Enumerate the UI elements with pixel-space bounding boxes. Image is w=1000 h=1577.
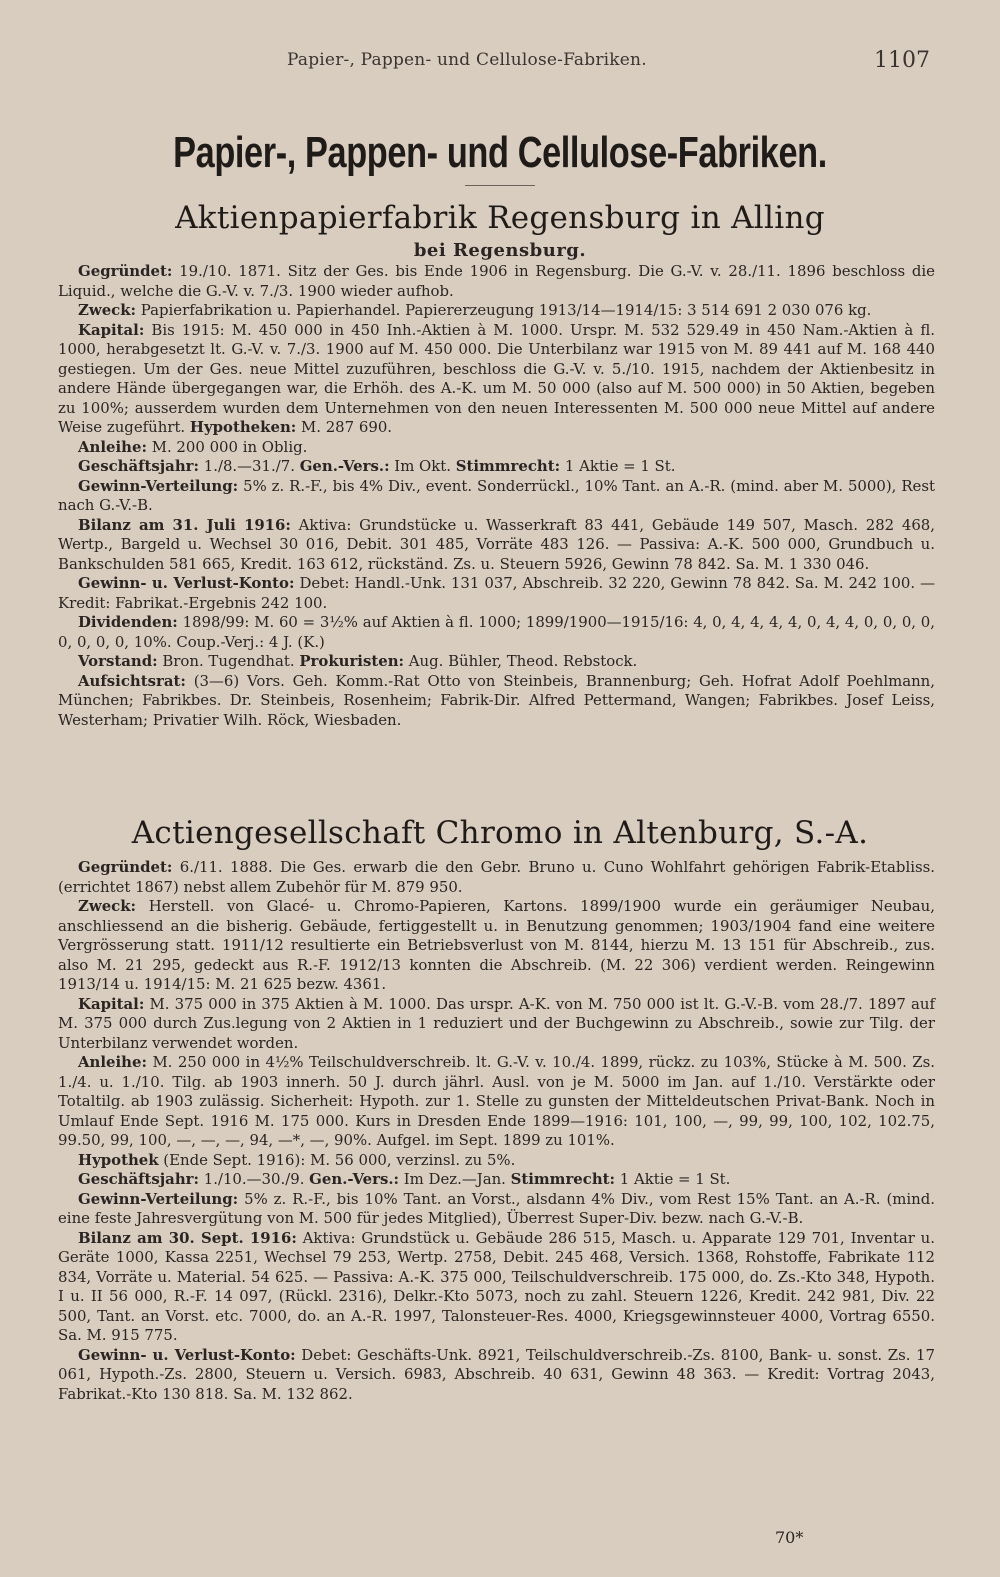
c2-gewinn-verteilung: Gewinn-Verteilung: 5% z. R.-F., bis 10% Tant. an Vorst., alsdann 4% Div., vom Rest 15% Tant. an A.-R. (mind. eine feste Jahresvergütung von M. 500 für jedes Mitglied), Überrest Super-Div. bezw. nach G.-V.-B. [58,1189,935,1227]
c1-kapital: Kapital: Bis 1915: M. 450 000 in 450 Inh.-Aktien à M. 1000. Urspr. M. 532 529.49 in 450 Nam.-Aktien à fl. 1000, herabgesetzt lt. G.-V. v. 7./3. 1900 auf M. 450 000. Die Unterbilanz war 1915 von M. 89 441 auf M. 168 440 gestiegen. Um der Ges. neue Mittel zuzuführen, beschloss die G.-V. v. 5./10. 1915, nachdem der Aktienbesitz in andere Hände übergegangen war, die Erhöh. des A.-K. um M. 50 000 (also auf M. 500 000) in 50 Aktien, begeben zu 100%; ausserdem wurden dem Unternehmen von den neuen Interessenten M. 500 000 neue Mittel auf andere Weise zugeführt. Hypotheken: M. 287 690. [58,320,935,436]
c2-geschaeftsjahr: Geschäftsjahr: 1./10.—30./9. Gen.-Vers.: Im Dez.—Jan. Stimmrecht: 1 Aktie = 1 St. [78,1170,731,1188]
c2-bilanz: Bilanz am 30. Sept. 1916: Aktiva: Grundstück u. Gebäude 286 515, Masch. u. Apparate 129 701, Inventar u. Geräte 1000, Kassa 2251, Wechsel 79 253, Wertp. 2758, Debit. 245 468, Versich. 1368, Rohstoffe, Fabrikate 112 834, Vorräte u. Material. 54 625. — Passiva: A.-K. 375 000, Teilschuldverschreib. 175 000, do. Zs.-Kto 348, Hypoth. I u. II 56 000, R.-F. 14 097, (Rückl. 2316), Delkr.-Kto 5073, noch zu zahl. Steuern 1226, Kredit. 242 981, Div. 22 500, Tant. an Vorst. etc. 7000, do. an A.-R. 1997, Talonsteuer-Res. 4000, Kriegsgewinnsteuer 4000, Vortrag 6550. Sa. M. 915 775. [58,1228,935,1344]
company1-name: Aktienpapierfabrik Regensburg in Alling [175,200,825,236]
c1-gv-konto: Gewinn- u. Verlust-Konto: Debet: Handl.-Unk. 131 037, Abschreib. 32 220, Gewinn 78 842. Sa. M. 242 100. — Kredit: Fabrikat.-Ergebnis 242 100. [58,574,935,612]
page-number: 1107 [874,48,930,73]
c1-aufsichtsrat: Aufsichtsrat: (3—6) Vors. Geh. Komm.-Rat Otto von Steinbeis, Brannenburg; Geh. Hofrat Adolf Poehlmann, München; Fabrikbes. Dr. Steinbeis, Rosenheim; Fabrik-Dir. Alfred Pettermand, Wangen; Fabrikbes. Josef Leiss, Westerham; Privatier Wilh. Röck, Wiesbaden. [58,671,935,729]
signature-mark: 70* [775,1528,804,1547]
company1-entry [58,262,935,730]
c2-gv-konto: Gewinn- u. Verlust-Konto: Debet: Geschäfts-Unk. 8921, Teilschuldverschreib.-Zs. 8100, Bank- u. sonst. Zs. 17 061, Hypoth.-Zs. 2800, Steuern u. Versich. 6983, Abschreib. 40 631, Gewinn 48 363. — Kredit: Vortrag 2043, Fabrikat.-Kto 130 818. Sa. M. 132 862. [58,1345,935,1403]
c2-anleihe: Anleihe: M. 250 000 in 4½% Teilschuldverschreib. lt. G.-V. v. 10./4. 1899, rückz. zu 103%, Stücke à M. 500. Zs. 1./4. u. 1./10. Tilg. ab 1903 innerh. 50 J. durch jährl. Ausl. von je M. 5000 im Jan. auf 1./10. Verstärkte oder Totaltilg. ab 1903 zulässig. Sicherheit: Hypoth. zur 1. Stelle zu gunsten der Mitteldeutschen Privat-Bank. Noch in Umlauf Ende Sept. 1916 M. 175 000. Kurs in Dresden Ende 1899—1916: 101, 100, —, 99, 99, 100, 102, 102.75, 99.50, 99, 100, —, —, —, 94, —*, —, 90%. Aufgel. im Sept. 1899 zu 101%. [58,1053,935,1149]
c2-hypothek: Hypothek (Ende Sept. 1916): M. 56 000, verzinsl. zu 5%. [78,1150,516,1169]
c1-vorstand: Vorstand: Bron. Tugendhat. Prokuristen: Aug. Bühler, Theod. Rebstock. [78,652,638,670]
c1-gewinn-verteilung: Gewinn-Verteilung: 5% z. R.-F., bis 4% Div., event. Sonderrückl., 10% Tant. an A.-R. (mind. aber M. 5000), Rest nach G.-V.-B. [58,476,935,514]
c2-kapital: Kapital: M. 375 000 in 375 Aktien à M. 1000. Das urspr. A-K. von M. 750 000 ist lt. G.-V.-B. vom 28./7. 1897 auf M. 375 000 durch Zus.legung von 2 Aktien in 1 reduziert und der Buchgewinn zu Abschreib., sowie zur Tilg. der Unterbilanz verwendet worden. [58,994,935,1052]
company2-name: Actiengesellschaft Chromo in Altenburg, S.-A. [131,815,869,851]
c1-bilanz: Bilanz am 31. Juli 1916: Aktiva: Grundstücke u. Wasserkraft 83 441, Gebäude 149 507, Masch. 282 468, Wertp., Bargeld u. Wechsel 30 016, Debit. 301 485, Vorräte 483 126. — Passiva: A.-K. 500 000, Grundbuch u. Bankschulden 581 665, Kredit. 163 612, rückständ. Zs. u. Steuern 5926, Gewinn 78 842. Sa. M. 1 330 046. [58,515,935,573]
company2-entry [58,858,935,1404]
c1-geschaeftsjahr: Geschäftsjahr: 1./8.—31./7. Gen.-Vers.: Im Okt. Stimmrecht: 1 Aktie = 1 St. [78,457,676,475]
c1-gegruendet: Gegründet: 19./10. 1871. Sitz der Ges. bis Ende 1906 in Regensburg. Die G.-V. v. 28./11. 1896 beschloss die Liquid., welche die G.-V. v. 7./3. 1900 wieder aufhob. [58,262,935,300]
company1-subtitle: bei Regensburg. [413,240,587,261]
c2-zweck: Zweck: Herstell. von Glacé- u. Chromo-Papieren, Kartons. 1899/1900 wurde ein geräumiger Neubau, anschliessend an die bisherig. Gebäude, fertiggestellt u. in Benutzung genommen; 1903/1904 fand eine weitere Vergrösserung statt. 1911/12 resultierte ein Betriebsverlust von M. 8144, hierzu M. 13 151 für Abschreib., zus. also M. 21 295, gedeckt aus R.-F. 1912/13 konnten die Abschreib. (M. 22 306) verdient werden. Reingewinn 1913/14 u. 1914/15: M. 21 625 bezw. 4361. [58,897,935,993]
running-head: Papier-, Pappen- und Cellulose-Fabriken. [287,50,647,70]
c1-dividenden: Dividenden: 1898/99: M. 60 = 3½% auf Aktien à fl. 1000; 1899/1900—1915/16: 4, 0, 4, 4, 4, 4, 0, 4, 4, 0, 0, 0, 0, 0, 0, 0, 0, 10%. Coup.-Verj.: 4 J. (K.) [58,613,935,651]
c1-zweck: Zweck: Papierfabrikation u. Papierhandel. Papiererzeugung 1913/14—1914/15: 3 514 691 2 030 076 kg. [78,301,872,319]
c2-gegruendet: Gegründet: 6./11. 1888. Die Ges. erwarb die den Gebr. Bruno u. Cuno Wohlfahrt gehörigen Fabrik-Etabliss. (errichtet 1867) nebst allem Zubehör für M. 879 950. [58,858,935,896]
section-title: Papier-, Pappen- und Cellulose-Fabriken. [173,128,827,177]
c1-anleihe: Anleihe: M. 200 000 in Oblig. [78,437,308,456]
title-divider [465,185,535,186]
